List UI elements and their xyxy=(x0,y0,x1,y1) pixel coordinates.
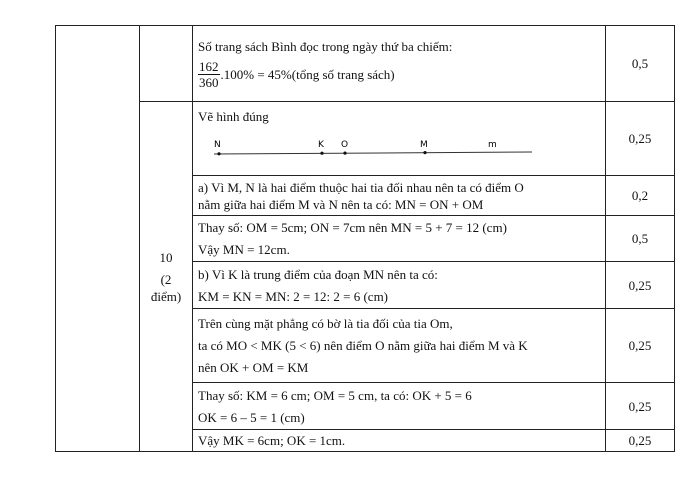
answer-line: a) Vì M, N là hai điểm thuộc hai tia đối nhau nên ta có điểm O xyxy=(198,179,524,195)
answer-line: ta có MO < MK (5 < 6) nên điểm O nằm giữa hai điểm M và K xyxy=(198,338,528,353)
fraction-denominator: 360 xyxy=(199,74,219,90)
fraction-numerator: 162 xyxy=(199,58,219,74)
answer-cell xyxy=(193,262,606,309)
answer-line: KM = KN = MN: 2 = 12: 2 = 6 (cm) xyxy=(198,288,389,304)
answer-line: Số trang sách Bình đọc trong ngày thứ ba chiếm: xyxy=(198,38,453,54)
points-cell: 0,25 xyxy=(606,262,675,309)
points-cell: 0,25 xyxy=(606,102,675,176)
answer-line: Thay số: OM = 5cm; ON = 7cm nên MN = 5 + 7 = 12 (cm) xyxy=(198,220,507,235)
question-cell-prev xyxy=(140,26,193,102)
answer-line: Vậy MN = 12cm. xyxy=(198,242,290,257)
answer-line: nên OK + OM = KM xyxy=(198,360,309,375)
points-cell: 0,5 xyxy=(606,26,675,102)
answer-cell xyxy=(193,102,606,176)
answer-cell xyxy=(193,383,606,430)
answer-cell xyxy=(193,26,606,102)
points-cell: 0,25 xyxy=(606,430,675,452)
answer-line: b) Vì K là trung điểm của đoạn MN nên ta có: xyxy=(198,266,438,282)
answer-line: Vậy MK = 6cm; OK = 1cm. xyxy=(198,433,346,448)
grading-table xyxy=(55,25,675,452)
question-points-line2: điểm) xyxy=(150,288,182,304)
empty-column xyxy=(56,26,140,452)
answer-cell xyxy=(193,216,606,262)
label-m: M xyxy=(420,140,428,150)
points-cell: 0,25 xyxy=(606,383,675,430)
label-k: K xyxy=(318,140,324,150)
point-k xyxy=(320,152,323,155)
points-cell: 0,5 xyxy=(606,216,675,262)
answer-line: Thay số: KM = 6 cm; OM = 5 cm, ta có: OK + 5 = 6 xyxy=(198,387,472,403)
label-o: O xyxy=(341,140,349,150)
table-row xyxy=(56,102,675,176)
ray-line xyxy=(214,152,532,154)
points-cell: 0,25 xyxy=(606,309,675,383)
formula-rest: .100% = 45% xyxy=(220,66,292,82)
point-o xyxy=(343,152,346,155)
answer-line: OK = 6 – 5 = 1 (cm) xyxy=(198,409,305,425)
point-n xyxy=(217,152,220,155)
point-m xyxy=(423,151,426,154)
line-diagram xyxy=(198,137,558,167)
answer-line: nằm giữa hai điểm M và N nên ta có: MN = ON + OM xyxy=(198,196,484,212)
points-cell: 0,2 xyxy=(606,176,675,216)
fraction xyxy=(198,59,220,90)
question-points-line1: (2 xyxy=(160,271,172,287)
percent-formula xyxy=(198,59,600,90)
diagram-title: Vẽ hình đúng xyxy=(198,109,269,124)
question-number: 10 xyxy=(159,249,173,265)
answer-line: Trên cùng mặt phẳng có bờ là tia đối của tia Om, xyxy=(198,316,453,331)
answer-cell xyxy=(193,309,606,383)
answer-cell xyxy=(193,430,606,452)
question-cell xyxy=(140,102,193,452)
table-row xyxy=(56,26,675,102)
label-ray-m: m xyxy=(488,140,497,150)
answer-cell xyxy=(193,176,606,216)
formula-note: (tổng số trang sách) xyxy=(291,66,395,82)
label-n: N xyxy=(214,140,221,150)
